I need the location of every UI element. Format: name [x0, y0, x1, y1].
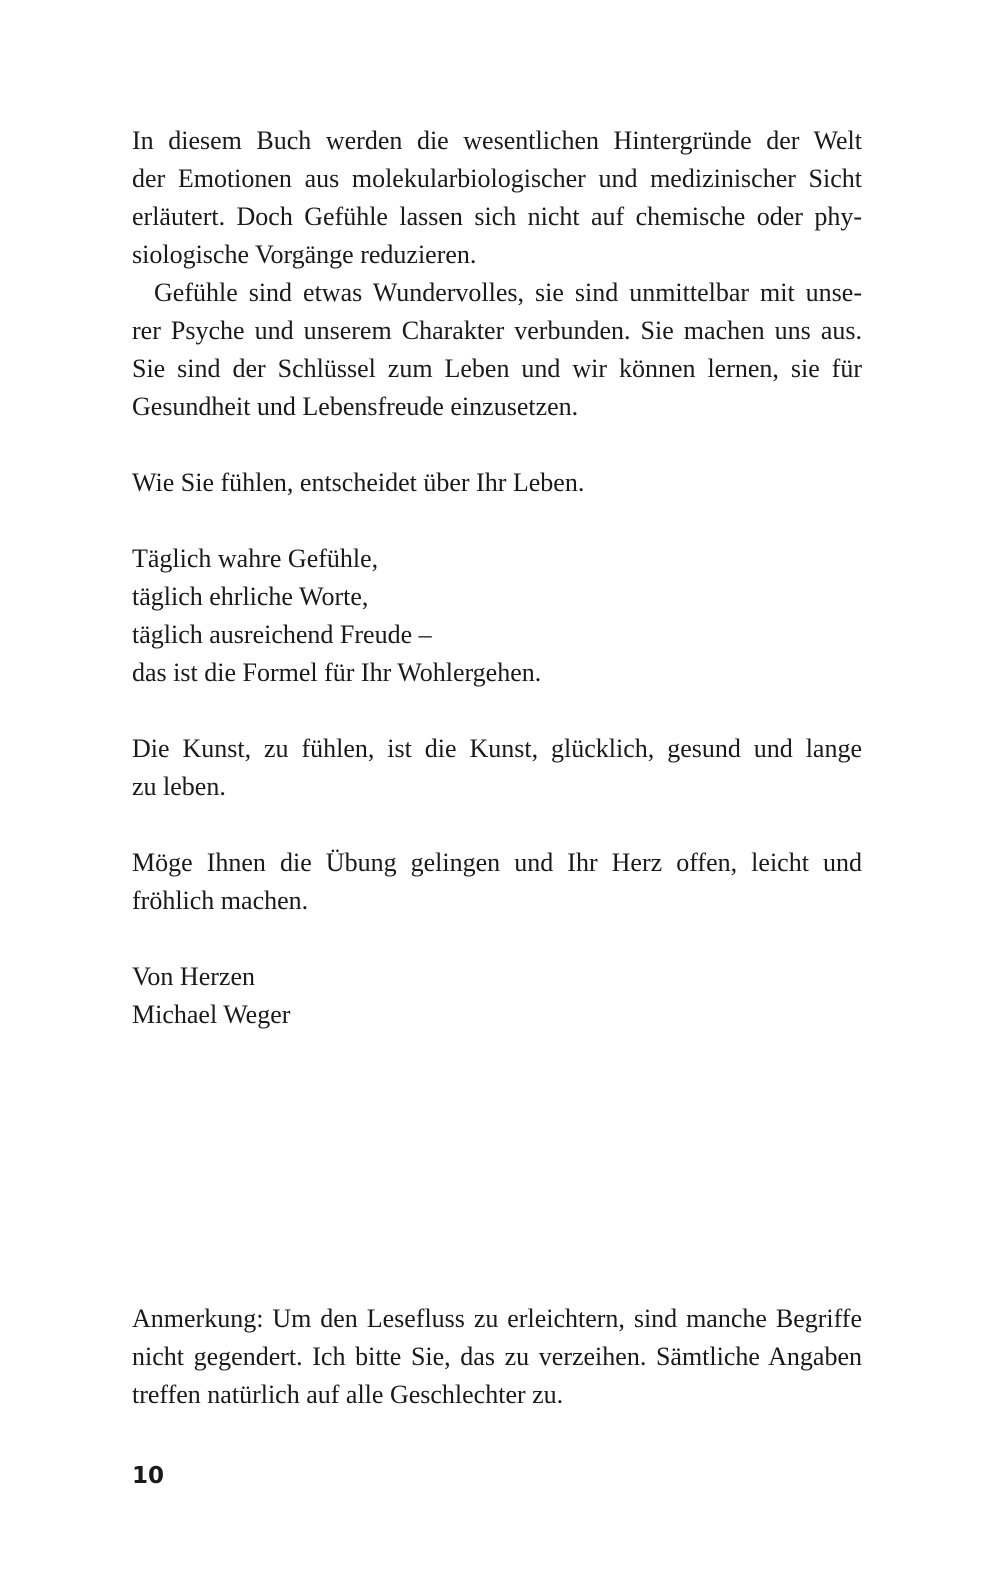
text-line: erläutert. Doch Gefühle lassen sich nicht auf chemische oder phy-	[132, 202, 862, 231]
paragraph-gap	[132, 806, 862, 844]
verse-line: täglich ausreichend Freude –	[132, 620, 432, 649]
text-line: nicht gegendert. Ich bitte Sie, das zu verzeihen. Sämtliche Angaben	[132, 1342, 862, 1371]
paragraph-gap	[132, 692, 862, 730]
statement-paragraph	[132, 464, 862, 502]
text-line: Sie sind der Schlüssel zum Leben und wir können lernen, sie für	[132, 354, 862, 383]
signature-author: Michael Weger	[132, 1000, 291, 1029]
intro-paragraph	[132, 122, 862, 274]
paragraph-gap	[132, 426, 862, 464]
verse-line: Täglich wahre Gefühle,	[132, 544, 379, 573]
paragraph-gap	[132, 920, 862, 958]
text-line: der Emotionen aus molekularbiologischer und medizinischer Sicht	[132, 164, 862, 193]
wish-paragraph	[132, 844, 862, 920]
footnote-remark	[132, 1300, 862, 1414]
text-line: rer Psyche und unserem Charakter verbunden. Sie machen uns aus.	[132, 316, 862, 345]
formula-verse	[132, 540, 862, 692]
text-line: Gefühle sind etwas Wundervolles, sie sind unmittelbar mit unse-	[154, 278, 862, 307]
signature	[132, 958, 862, 1034]
feelings-paragraph	[132, 274, 862, 426]
text-line: Die Kunst, zu fühlen, ist die Kunst, glücklich, gesund und lange	[132, 734, 862, 763]
text-line: In diesem Buch werden die wesentlichen Hintergründe der Welt	[132, 126, 862, 155]
text-line: Möge Ihnen die Übung gelingen und Ihr Herz offen, leicht und	[132, 848, 862, 877]
page-number: 10	[132, 1463, 165, 1489]
text-line: fröhlich machen.	[132, 886, 309, 915]
paragraph-gap	[132, 502, 862, 540]
text-line: Wie Sie fühlen, entscheidet über Ihr Leben.	[132, 468, 585, 497]
text-line: treffen natürlich auf alle Geschlechter zu.	[132, 1380, 564, 1409]
text-line: Anmerkung: Um den Lesefluss zu erleichtern, sind manche Begriffe	[132, 1304, 862, 1333]
text-line: zu leben.	[132, 772, 226, 801]
verse-line: das ist die Formel für Ihr Wohlergehen.	[132, 658, 542, 687]
text-line: siologische Vorgänge reduzieren.	[132, 240, 477, 269]
signature-closing: Von Herzen	[132, 962, 255, 991]
page-body	[132, 122, 862, 1034]
art-paragraph	[132, 730, 862, 806]
verse-line: täglich ehrliche Worte,	[132, 582, 369, 611]
text-line: Gesundheit und Lebensfreude einzusetzen.	[132, 392, 579, 421]
